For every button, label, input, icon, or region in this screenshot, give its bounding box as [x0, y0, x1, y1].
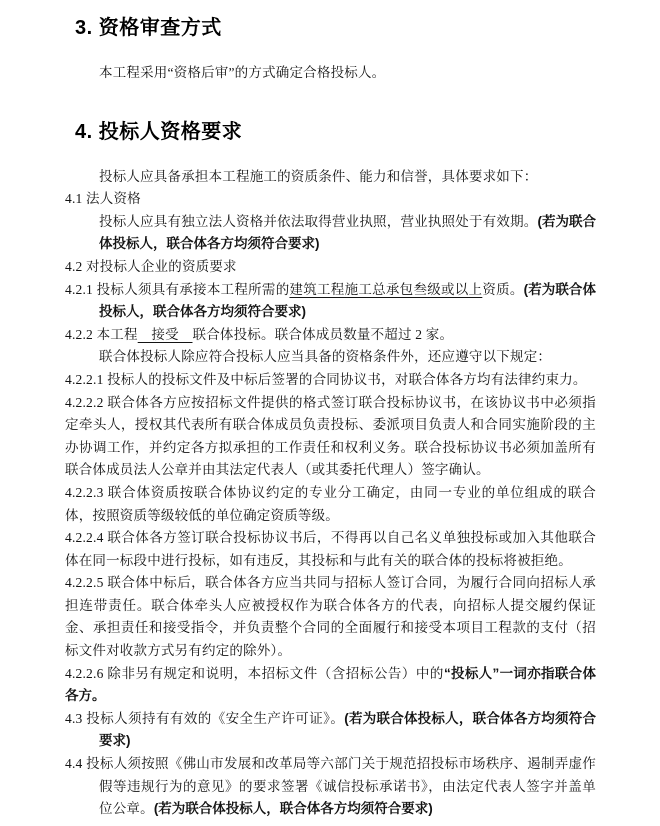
paragraph	[65, 572, 596, 662]
underlined-run: 接受	[137, 326, 193, 342]
text-run: 4.2.2.1 投标人的投标文件及中标后签署的合同协议书，对联合体各方均有法律约束力。	[65, 371, 587, 387]
paragraph	[65, 708, 596, 753]
paragraph	[65, 392, 596, 482]
text-run: 4.2.2.6 除非另有规定和说明，本招标文件（含招标公告）中的	[65, 665, 444, 681]
bold-run: (若为联合体投标人，联合体各方均须符合要求)	[99, 710, 596, 749]
paragraph	[65, 62, 596, 85]
text-run: 4.2.2.4 联合体各方签订联合投标协议书后，不得再以自己名义单独投标或加入其他联合体在同一标段中进行投标，如有违反，其投标和与此有关的联合体的投标将被拒绝。	[65, 530, 596, 568]
paragraph	[65, 527, 596, 572]
section-heading-4: 4. 投标人资格要求	[75, 120, 243, 143]
text-run: 4.2.2 本工程	[65, 326, 138, 342]
text-run: 4.4 投标人须按照《佛山市发展和改革局等六部门关于规范招投标市场秩序、遏制弄虚作假等违规行为的意见》的要求签署《诚信投标承诺书》，由法定代表人签字并盖单位公章。	[65, 756, 596, 817]
text-run: 4.2.2.5 联合体中标后，联合体各方应当共同与招标人签订合同，为履行合同向招标人承担连带责任。联合体牵头人应被授权作为联合体各方的代表，向招标人提交履约保证金、承担责任和接受指令，并负责整个合同的全面履行和接受本项目工程款的支付（招标文件对收款方式另有约定的除外）。	[65, 575, 596, 659]
paragraph	[65, 256, 596, 279]
paragraph	[65, 166, 596, 189]
text-run: 投标人应具有独立法人资格并依法取得营业执照，营业执照处于有效期。	[99, 213, 538, 229]
text-run: 本工程采用“资格后审”的方式确定合格投标人。	[99, 65, 386, 80]
bold-run: “投标人”一词亦指联合体各方。	[65, 665, 596, 704]
underlined-run: 建筑工程施工总承包叁级或以上	[289, 281, 483, 297]
text-run: 4.2 对投标人企业的资质要求	[65, 258, 237, 274]
paragraph	[65, 753, 596, 821]
paragraph	[65, 663, 596, 708]
paragraph	[65, 211, 596, 256]
text-run: 联合体投标人除应符合投标人应当具备的资格条件外，还应遵守以下规定：	[99, 349, 552, 365]
text-run: 4.1 法人资格	[65, 191, 141, 207]
bold-run: (若为联合体投标人，联合体各方均须符合要求)	[99, 281, 597, 320]
text-run: 资质。	[482, 281, 524, 297]
section-heading-3: 3. 资格审查方式	[75, 17, 222, 39]
paragraph	[65, 346, 596, 369]
text-run: 联合体投标。联合体成员数量不超过 2 家。	[192, 326, 454, 342]
paragraph	[65, 188, 596, 211]
paragraph	[65, 482, 596, 527]
paragraph	[65, 279, 596, 324]
text-run: 投标人应具备承担本工程施工的资质条件、能力和信誉，具体要求如下：	[99, 168, 538, 184]
text-run: 4.3 投标人须持有有效的《安全生产许可证》。	[65, 710, 345, 726]
text-run: 4.2.1 投标人须具有承接本工程所需的	[65, 281, 290, 297]
paragraph	[65, 324, 596, 347]
bold-run: (若为联合体投标人，联合体各方均须符合要求)	[99, 213, 596, 252]
bold-run: (若为联合体投标人，联合体各方均须符合要求)	[153, 801, 433, 817]
text-run: 4.2.2.2 联合体各方应按招标文件提供的格式签订联合投标协议书，在该协议书中必须指定牵头人，授权其代表所有联合体成员负责投标、委派项目负责人和合同实施阶段的主办协调工作，并约定各方拟承担的工作责任和权利义务。联合投标协议书必须加盖所有联合体成员法人公章并由其法定代表人（或其委托代理人）签字确认。	[65, 394, 596, 478]
paragraph	[65, 369, 596, 392]
text-run: 4.2.2.3 联合体资质按联合体协议约定的专业分工确定，由同一专业的单位组成的联合体，按照资质等级较低的单位确定资质等级。	[65, 484, 596, 523]
